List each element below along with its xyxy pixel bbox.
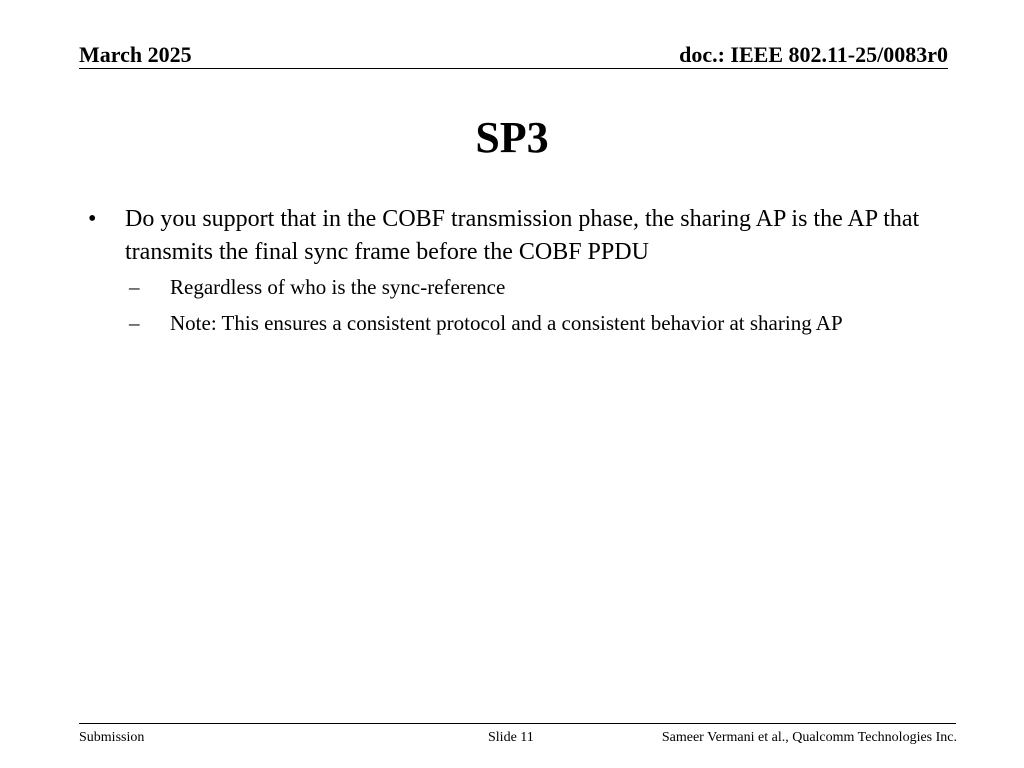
footer-slide-number: Slide 11 <box>488 730 534 745</box>
sub-bullet-text: Regardless of who is the sync-reference <box>170 275 506 299</box>
bullet-text: Do you support that in the COBF transmission phase, the sharing AP is the AP that transmits the final sync frame before the COBF PPDU <box>125 206 920 265</box>
sub-bullet-marker: – <box>129 275 140 299</box>
footer-divider <box>79 723 956 724</box>
footer-submission: Submission <box>79 730 145 745</box>
header-doc-id: doc.: IEEE 802.11-25/0083r0 <box>679 42 948 67</box>
footer-author: Sameer Vermani et al., Qualcomm Technologies Inc. <box>661 730 957 745</box>
sub-bullet-text: Note: This ensures a consistent protocol and a consistent behavior at sharing AP <box>170 311 843 335</box>
slide-title: SP3 <box>475 113 549 162</box>
header-date: March 2025 <box>79 42 192 67</box>
sub-bullet-item <box>86 308 966 339</box>
sub-bullet-item <box>86 271 966 304</box>
bullet-marker: • <box>88 206 97 232</box>
header-divider <box>79 68 948 69</box>
bullet-item <box>86 203 966 269</box>
bullet-list <box>86 203 966 339</box>
sub-bullet-marker: – <box>129 311 140 335</box>
